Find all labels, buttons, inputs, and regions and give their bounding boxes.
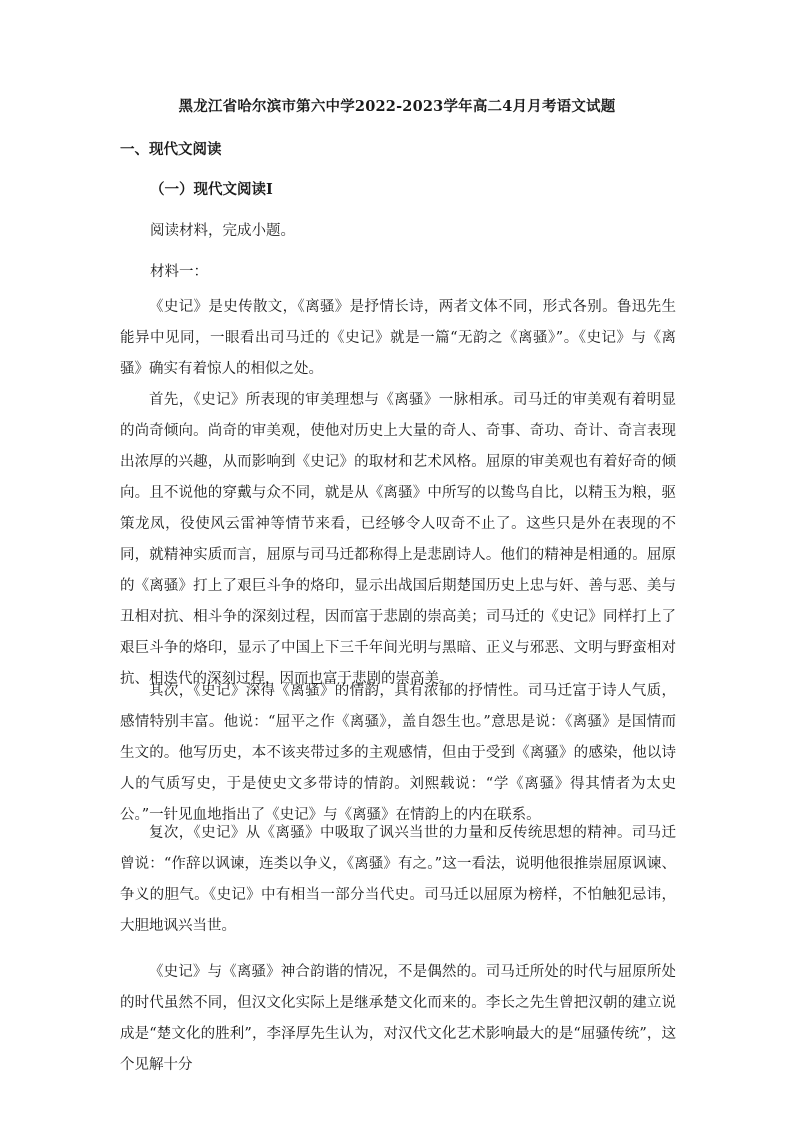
section-heading: 一、现代文阅读 [120, 141, 222, 158]
paragraph-5: 《史记》与《离骚》神合韵谐的情况，不是偶然的。司马迁所处的时代与屈原所处的时代虽然不同，但汉文化实际上是继承楚文化而来的。李长之先生曾把汉朝的建立说成是“楚文化的胜利”，李泽厚先生认为，对汉代文化艺术影响最大的是“屈骚传统”，这个见解十分 [120, 964, 676, 1073]
subsection-heading: （一）现代文阅读Ⅰ [150, 181, 273, 198]
paragraph-1: 《史记》是史传散文，《离骚》是抒情长诗，两者文体不同，形式各别。鲁迅先生能异中见同，一眼看出司马迁的《史记》就是一篇“无韵之《离骚》”。《史记》与《离骚》确实有着惊人的相似之处。 [120, 299, 676, 377]
instruction-text: 阅读材料，完成小题。 [150, 223, 295, 239]
paragraph-4: 复次，《史记》从《离骚》中吸取了讽兴当世的力量和反传统思想的精神。司马迁曾说：“作辞以讽谏，连类以争义，《离骚》有之。”这一看法，说明他很推崇屈原讽谏、争义的胆气。《史记》中有相当一部分当代史。司马迁以屈原为榜样，不怕触犯忌讳，大胆地讽兴当世。 [120, 825, 676, 934]
material-label: 材料一： [150, 264, 208, 280]
paragraph-3: 其次，《史记》深得《离骚》的情韵，具有浓郁的抒情性。司马迁富于诗人气质，感情特别丰富。他说：“屈平之作《离骚》，盖自怨生也。”意思是说：《离骚》是国情而生文的。他写历史，本不该夹带过多的主观感情，但由于受到《离骚》的感染，他以诗人的气质写史，于是使史文多带诗的情韵。刘熙载说：“学《离骚》得其情者为太史公。”一针见血地指出了《史记》与《离骚》在情韵上的内在联系。 [120, 683, 676, 823]
paragraph-2: 首先，《史记》所表现的审美理想与《离骚》一脉相承。司马迁的审美观有着明显的尚奇倾向。尚奇的审美观，使他对历史上大量的奇人、奇事、奇功、奇计、奇言表现出浓厚的兴趣，从而影响到《史记》的取材和艺术风格。屈原的审美观也有着好奇的倾向。且不说他的穿戴与众不同，就是从《离骚》中所写的以鸷鸟自比，以精玉为粮，驱策龙凤，役使风云雷神等情节来看，已经够令人叹奇不止了。这些只是外在表现的不同，就精神实质而言，屈原与司马迁都称得上是悲剧诗人。他们的精神是相通的。屈原的《离骚》打上了艰巨斗争的烙印，显示出战国后期楚国历史上忠与奸、善与恶、美与丑相对抗、相斗争的深刻过程，因而富于悲剧的崇高美；司马迁的《史记》同样打上了艰巨斗争的烙印，显示了中国上下三千年间光明与黑暗、正义与邪恶、文明与野蛮相对抗、相迭代的深刻过程，因而也富于悲剧的崇高美。 [120, 392, 676, 687]
document-title: 黑龙江省哈尔滨市第六中学2022-2023学年高二4月月考语文试题 [178, 98, 616, 115]
